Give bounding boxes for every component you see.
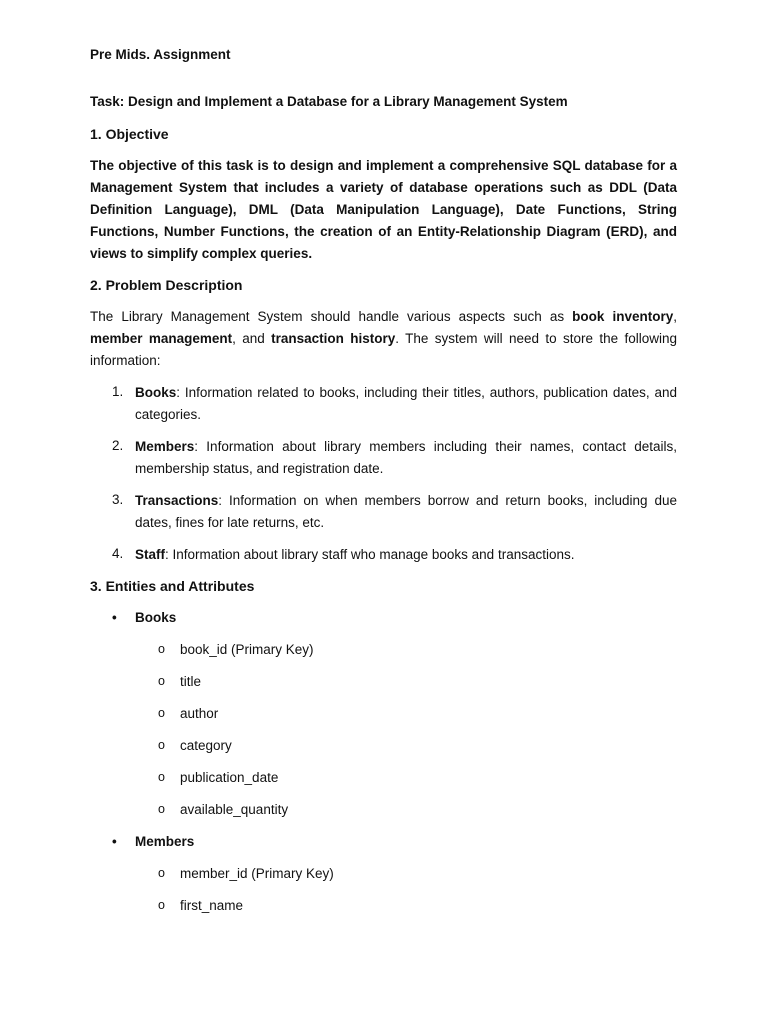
objective-paragraph: The objective of this task is to design and implement a comprehensive SQL database for a Management System that includes a variety of database operations such as DDL (Data Definition Language), DML (Data Manipulation Language), Date Functions, String Functions, Number Functions, the creation of an Entity-Relationship Diagram (ERD), and views to simplify complex queries.	[90, 158, 677, 261]
section-1-heading: 1. Objective	[90, 126, 169, 142]
sub-bullet-icon: o	[158, 866, 165, 880]
sub-bullet-icon: o	[158, 642, 165, 656]
bold-book-inventory: book inventory	[572, 309, 674, 324]
task-title: Task: Design and Implement a Database for a Library Management System	[90, 94, 568, 109]
problem-intro-paragraph: The Library Management System should handle various aspects such as book inventory, member management, and transaction history. The system will need to store the following information:	[90, 309, 677, 368]
sub-bullet-icon: o	[158, 898, 165, 912]
bold-member-management: member management	[90, 331, 233, 346]
section-3-heading: 3. Entities and Attributes	[90, 578, 255, 594]
sub-bullet-icon: o	[158, 706, 165, 720]
bullet-icon: •	[112, 610, 117, 625]
assignment-title: Pre Mids. Assignment	[90, 47, 231, 62]
sub-bullet-icon: o	[158, 802, 165, 816]
sub-bullet-icon: o	[158, 770, 165, 784]
bullet-icon: •	[112, 834, 117, 849]
document-page: Pre Mids. Assignment Task: Design and Implement a Database for a Library Management System 1. Objective The objective of this task is to design and implement a comprehensive SQL database for a Management System that includes a variety of database operations such as DDL (Data Definition Language), DML (Data Manipulation Language), Date Functions, String Functions, Number Functions, the creation of an Entity-Relationship Diagram (ERD), and views to simplify complex queries. 2. Problem Description The Library Management System should handle various aspects such as book inventory, member management, and transaction history. The system will need to store the following information: 1. Books: Information related to books, including their titles, authors, publication dates, and categories. 2. Members: Information about library members including their names, contact details, membership status, and registration date. 3. Transactions: Information on when members borrow and return books, including due dates, fines for late returns, etc. 4. Staff: Information about library staff who manage books and transactions. 3. Entities and Attributes • Books o book_id (Primary Key) o title o author o category o publication_date o available_quantity • Members o member_id (Primary Key) o first_name	[90, 47, 677, 913]
bold-transaction-history: transaction history	[271, 331, 396, 346]
sub-bullet-icon: o	[158, 738, 165, 752]
section-2-heading: 2. Problem Description	[90, 277, 243, 293]
sub-bullet-icon: o	[158, 674, 165, 688]
